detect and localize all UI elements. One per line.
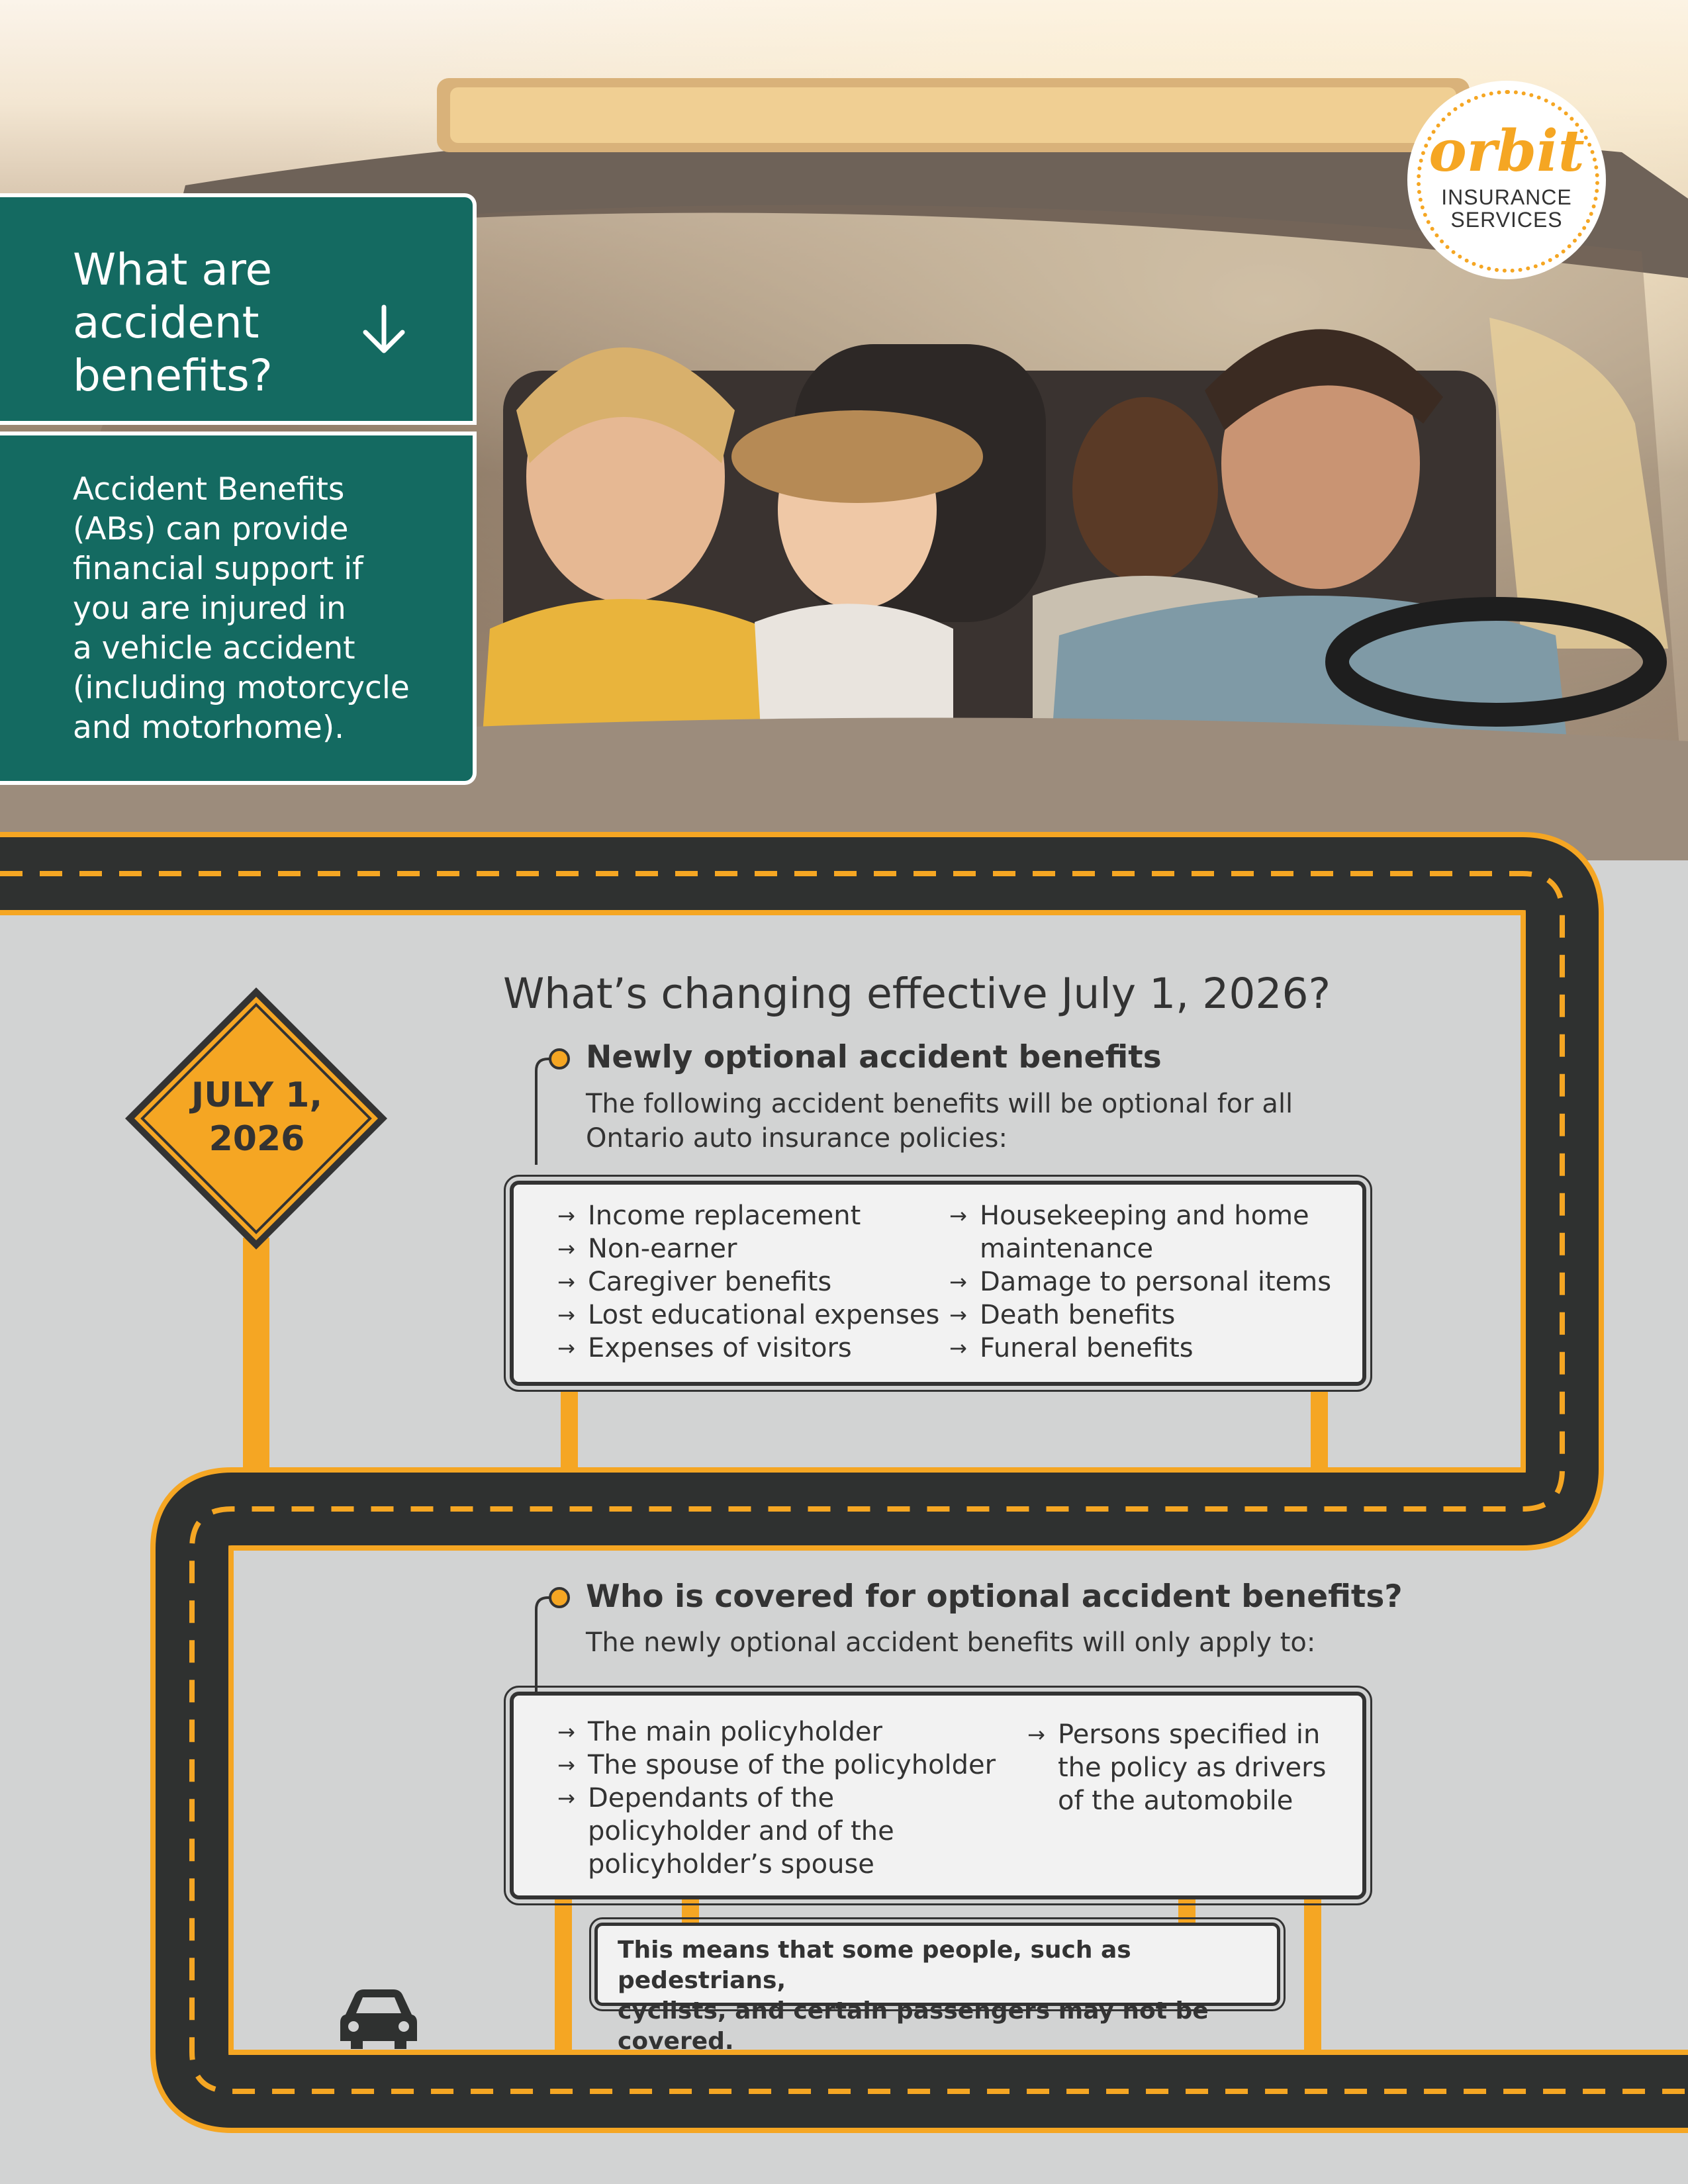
- list-item-line: → Persons specified in: [1058, 1719, 1321, 1750]
- list-item-line: the policy as drivers: [1058, 1752, 1327, 1783]
- covered-persons-right-list: [1027, 1718, 1326, 1817]
- logo-line-1: INSURANCE: [1441, 185, 1572, 209]
- optional-benefits-right-list: [949, 1199, 1331, 1365]
- covered-persons-board: [510, 1692, 1366, 1899]
- list-item-line: of the automobile: [1058, 1786, 1293, 1816]
- list-item-line: policyholder’s spouse: [588, 1849, 874, 1880]
- list-item-line: → Dependants of the: [588, 1783, 835, 1813]
- road-sign-date-line-2: 2026: [209, 1119, 305, 1159]
- connector-2-dot: [550, 1588, 569, 1607]
- list-item: → Income replacement: [557, 1199, 939, 1232]
- section-1-subtitle: [586, 1087, 1293, 1156]
- board-post: [555, 1899, 572, 2052]
- coverage-note-line: This means that some people, such as pedestrians,: [618, 1936, 1131, 1994]
- board-post: [1178, 1899, 1196, 1923]
- list-item-line: maintenance: [980, 1234, 1154, 1264]
- connector-2: [536, 1598, 551, 1694]
- intro-question-line: What are: [73, 244, 273, 295]
- page-heading: What’s changing effective July 1, 2026?: [503, 970, 1331, 1018]
- logo-brand-name: orbit: [1429, 118, 1585, 185]
- list-item: [1027, 1718, 1326, 1817]
- intro-description-line: financial support if: [73, 551, 363, 587]
- coverage-note-text: [618, 1935, 1266, 2057]
- connector-1: [536, 1059, 551, 1165]
- list-item-line: → Housekeeping and home: [980, 1201, 1309, 1231]
- intro-description-line: (including motorcycle: [73, 670, 410, 706]
- intro-description-line: a vehicle accident: [73, 630, 355, 666]
- road-sign-date: [151, 1073, 363, 1161]
- car-icon: [340, 1989, 417, 2049]
- board-post: [682, 1899, 699, 1923]
- board-post: [561, 1390, 578, 1476]
- intro-question-line: accident: [73, 297, 259, 348]
- intro-description-line: (ABs) can provide: [73, 511, 349, 547]
- connector-1-dot: [550, 1050, 569, 1068]
- section-2-subtitle: The newly optional accident benefits will only apply to:: [586, 1627, 1316, 1658]
- list-item: → Expenses of visitors: [557, 1332, 939, 1365]
- section-1-title: Newly optional accident benefits: [586, 1039, 1162, 1075]
- list-item: → Death benefits: [949, 1298, 1331, 1332]
- intro-description-line: and motorhome).: [73, 709, 345, 746]
- board-post: [1304, 1899, 1321, 2052]
- coverage-note-line: cyclists, and certain passengers may not be covered.: [618, 1997, 1209, 2055]
- list-item: → Funeral benefits: [949, 1332, 1331, 1365]
- list-item: [949, 1199, 1331, 1265]
- list-item: → Non-earner: [557, 1232, 939, 1265]
- coverage-note: [594, 1923, 1280, 2055]
- section-1-subtitle-line: The following accident benefits will be optional for all: [586, 1089, 1293, 1119]
- section-2-title: Who is covered for optional accident benefits?: [586, 1578, 1403, 1615]
- covered-persons-left-list: [557, 1715, 996, 1881]
- section-1-subtitle-line: Ontario auto insurance policies:: [586, 1123, 1008, 1154]
- intro-question-line: benefits?: [73, 350, 273, 401]
- logo-line-2: SERVICES: [1450, 208, 1563, 232]
- list-item: → Caregiver benefits: [557, 1265, 939, 1298]
- list-item-line: policyholder and of the: [588, 1816, 894, 1846]
- board-post: [1311, 1390, 1328, 1476]
- sign-post: [243, 1238, 269, 1476]
- optional-benefits-left-list: [557, 1199, 939, 1365]
- list-item: → The spouse of the policyholder: [557, 1749, 996, 1782]
- list-item: → Lost educational expenses: [557, 1298, 939, 1332]
- optional-benefits-board: [510, 1181, 1366, 1386]
- intro-description-line: Accident Benefits: [73, 471, 345, 508]
- list-item: → Damage to personal items: [949, 1265, 1331, 1298]
- road-sign-date-line-1: JULY 1,: [191, 1075, 323, 1115]
- list-item: [557, 1782, 996, 1881]
- intro-description-line: you are injured in: [73, 590, 346, 627]
- list-item: → The main policyholder: [557, 1715, 996, 1749]
